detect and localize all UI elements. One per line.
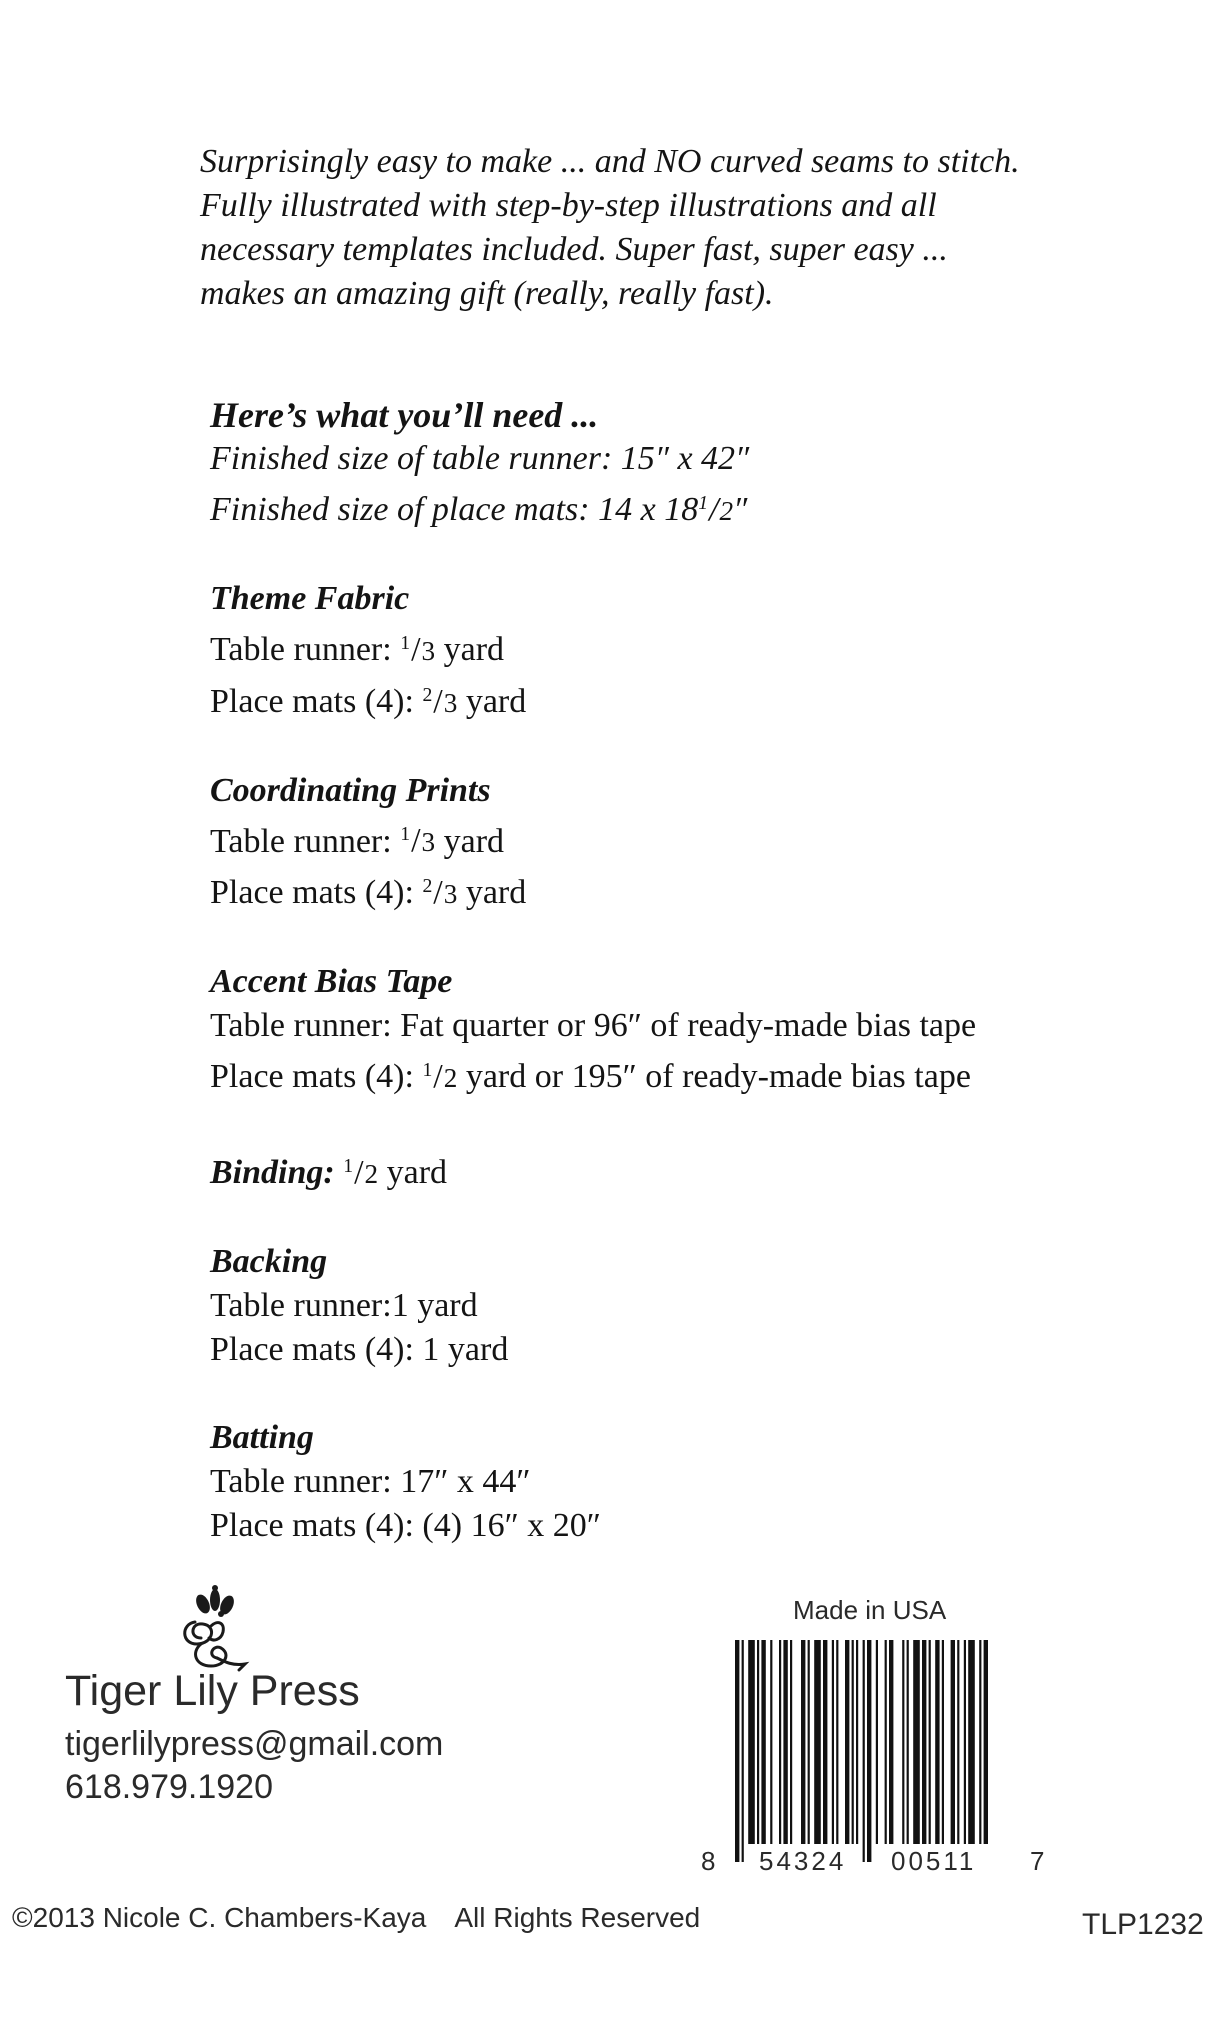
barcode-bar: [779, 1640, 781, 1844]
barcode-bar: [902, 1640, 904, 1844]
publisher-name: Tiger Lily Press: [65, 1667, 360, 1715]
barcode-bar: [889, 1640, 893, 1844]
barcode-bar: [876, 1640, 878, 1844]
barcode-bar: [790, 1640, 792, 1844]
backing-title: Backing: [210, 1242, 328, 1280]
rights-text: All Rights Reserved: [454, 1902, 701, 1933]
upc-barcode: [731, 1640, 1039, 1862]
barcode-group-1: 54324: [759, 1846, 847, 1876]
coord-mats-line: Place mats (4): $^2$/3 yard: [210, 874, 527, 912]
barcode-bar: [814, 1640, 821, 1844]
intro-line: makes an amazing gift (really, really fast).: [200, 275, 774, 312]
backing-mats-line: Place mats (4): 1 yard: [210, 1330, 509, 1368]
runner-finished-size: Finished size of table runner: 15″ x 42″: [210, 440, 750, 477]
tiger-lily-logo-icon: [173, 1582, 255, 1672]
barcode-bar: [964, 1640, 966, 1844]
copyright-text: ©2013 Nicole C. Chambers-Kaya: [12, 1902, 427, 1933]
accent-runner-line: Table runner: Fat quarter or 96″ of ready-made bias tape: [210, 1007, 977, 1045]
intro-line: Surprisingly easy to make ... and NO curved seams to stitch.: [200, 143, 1020, 180]
barcode-bar: [770, 1640, 772, 1844]
accent-bias-tape-title: Accent Bias Tape: [210, 963, 453, 1001]
barcode-bar: [929, 1640, 931, 1844]
theme-mats-line: Place mats (4): $^2$/3 yard: [210, 682, 527, 720]
barcode-bar: [922, 1640, 926, 1844]
accent-mats-line: Place mats (4): $^1$/2 yard or 195″ of ready-made bias tape: [210, 1058, 971, 1096]
barcode-bar: [951, 1640, 955, 1844]
binding-line: Binding: $^1$/2 yard: [210, 1153, 448, 1191]
publisher-phone: 618.979.1920: [65, 1768, 273, 1806]
binding-title: Binding:: [210, 1153, 335, 1191]
barcode-bar: [957, 1640, 959, 1844]
product-sku: TLP1232: [1082, 1908, 1204, 1941]
mats-finished-size: Finished size of place mats: 14 x $18^1/2''$: [210, 490, 748, 528]
mats-size-text: Finished size of place mats: 14 x 18: [210, 490, 699, 528]
frac-den: 2: [719, 495, 734, 526]
inch-mark: ″: [733, 490, 748, 528]
barcode-bar: [836, 1640, 838, 1844]
barcode-bar: [735, 1640, 739, 1862]
barcode-bar: [852, 1640, 854, 1844]
barcode-bar: [913, 1640, 920, 1844]
intro-paragraph: [200, 140, 1140, 316]
backing-runner-line: Table runner:1 yard: [210, 1286, 478, 1324]
frac-num: 1: [698, 492, 709, 514]
coord-runner-line: Table runner: $^1$/3 yard: [210, 822, 505, 860]
barcode-bar: [823, 1640, 827, 1844]
barcode-bar: [748, 1640, 755, 1844]
theme-runner-line: Table runner: $^1$/3 yard: [210, 630, 505, 668]
barcode-bar: [968, 1640, 975, 1844]
theme-fabric-title: Theme Fabric: [210, 579, 410, 617]
barcode-bar: [742, 1640, 744, 1862]
publisher-email: tigerlilypress@gmail.com: [65, 1725, 444, 1763]
intro-line: Fully illustrated with step-by-step illustrations and all: [200, 187, 937, 224]
batting-title: Batting: [210, 1418, 314, 1456]
barcode-bar: [856, 1640, 858, 1844]
barcode-group-2: 00511: [891, 1846, 977, 1876]
barcode-bar: [761, 1640, 765, 1844]
barcode-bar: [845, 1640, 849, 1844]
copyright-line: [12, 1902, 700, 1934]
barcode-bar: [832, 1640, 834, 1844]
barcode-bar: [979, 1640, 981, 1844]
barcode-bar: [801, 1640, 805, 1844]
needs-heading: Here’s what you’ll need ...: [210, 395, 599, 435]
batting-runner-line: Table runner: 17″ x 44″: [210, 1462, 531, 1500]
intro-line: necessary templates included. Super fast, super easy ...: [200, 231, 948, 268]
barcode-bar: [907, 1640, 909, 1844]
barcode-digit-right: 7: [1030, 1846, 1045, 1876]
barcode-bar: [808, 1640, 810, 1844]
barcode-bar: [783, 1640, 787, 1844]
barcode-bar: [942, 1640, 944, 1844]
barcode-bar: [757, 1640, 759, 1844]
batting-mats-line: Place mats (4): (4) 16″ x 20″: [210, 1506, 601, 1544]
barcode-bar: [867, 1640, 871, 1862]
barcode-bar: [863, 1640, 865, 1862]
barcode-bar: [885, 1640, 887, 1844]
barcode-bar: [935, 1640, 939, 1844]
coordinating-prints-title: Coordinating Prints: [210, 771, 491, 809]
barcode-bar: [984, 1640, 988, 1844]
materials-list: [210, 393, 1170, 1548]
barcode-digit-left: 8: [701, 1846, 716, 1876]
made-in-usa: Made in USA: [793, 1595, 947, 1625]
